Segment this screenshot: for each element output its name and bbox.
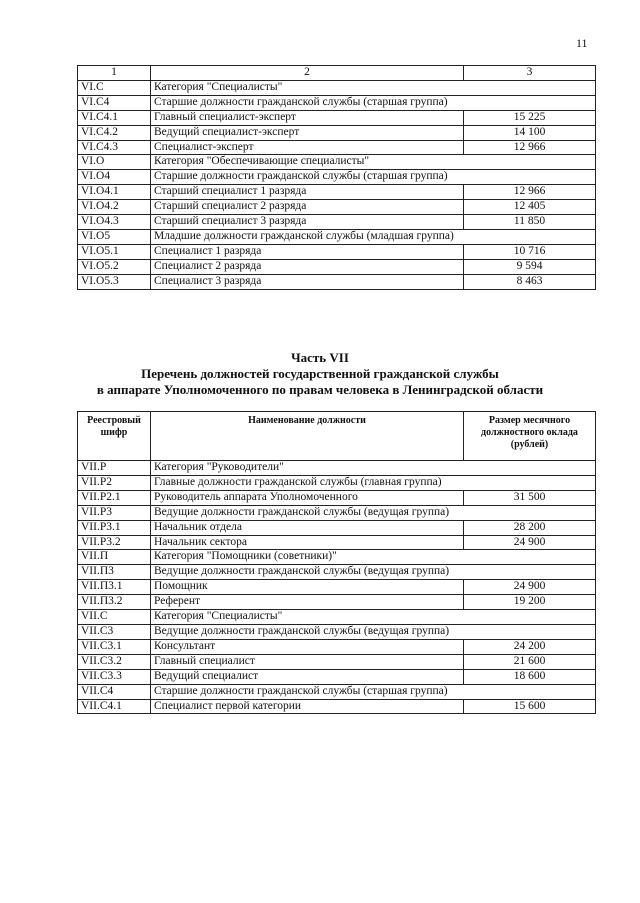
table-row (78, 565, 596, 580)
position-name: Специалист-эксперт (151, 140, 464, 155)
part-subtitle-line-2: в аппарате Уполномоченного по правам человека в Ленинградской области (96, 382, 544, 397)
header-position-name: Наименование должности (151, 412, 464, 461)
registry-code: VI.C (78, 80, 151, 95)
monthly-salary: 31 500 (464, 490, 596, 505)
position-name: Старшие должности гражданской службы (старшая группа) (151, 95, 596, 110)
monthly-salary: 9 594 (464, 259, 596, 274)
registry-code: VII.P3.1 (78, 520, 151, 535)
position-name: Ведущие должности гражданской службы (ведущая группа) (151, 624, 596, 639)
monthly-salary: 8 463 (464, 274, 596, 289)
registry-code: VI.C4.3 (78, 140, 151, 155)
table-row (78, 475, 596, 490)
table-row (78, 550, 596, 565)
position-name: Специалист 1 разряда (151, 244, 464, 259)
registry-code: VII.C4 (78, 684, 151, 699)
position-name: Ведущий специалист (151, 669, 464, 684)
monthly-salary: 18 600 (464, 669, 596, 684)
table-header-row (78, 412, 596, 461)
position-name: Ведущий специалист-эксперт (151, 125, 464, 140)
registry-code: VII.П3.2 (78, 595, 151, 610)
table-row (78, 110, 596, 125)
table-row (78, 185, 596, 200)
position-name: Ведущие должности гражданской службы (ведущая группа) (151, 565, 596, 580)
registry-code: VI.O4.1 (78, 185, 151, 200)
position-name: Старшие должности гражданской службы (старшая группа) (151, 684, 596, 699)
salary-table-part-vii (77, 411, 596, 714)
position-name: Специалист 3 разряда (151, 274, 464, 289)
table-row (78, 610, 596, 625)
table-row (78, 461, 596, 476)
table-row (78, 140, 596, 155)
monthly-salary: 10 716 (464, 244, 596, 259)
registry-code: VI.C4.2 (78, 125, 151, 140)
table-row (78, 274, 596, 289)
page-number: 11 (576, 36, 588, 50)
table-row (78, 95, 596, 110)
monthly-salary: 15 600 (464, 699, 596, 714)
position-name: Специалист 2 разряда (151, 259, 464, 274)
monthly-salary: 28 200 (464, 520, 596, 535)
table-row (78, 654, 596, 669)
position-name: Начальник сектора (151, 535, 464, 550)
registry-code: VII.C4.1 (78, 699, 151, 714)
position-name: Начальник отдела (151, 520, 464, 535)
registry-code: VI.O5 (78, 229, 151, 244)
monthly-salary: 12 966 (464, 185, 596, 200)
table-row (78, 580, 596, 595)
column-number-2: 2 (151, 66, 464, 81)
header-registry-code: Реестровый шифр (78, 412, 151, 461)
column-number-1: 1 (78, 66, 151, 81)
monthly-salary: 21 600 (464, 654, 596, 669)
table-row (78, 200, 596, 215)
registry-code: VI.O5.3 (78, 274, 151, 289)
position-name: Старший специалист 1 разряда (151, 185, 464, 200)
table-row (78, 520, 596, 535)
registry-code: VI.O4.2 (78, 200, 151, 215)
position-name: Категория "Помощники (советники)" (151, 550, 596, 565)
table-row (78, 505, 596, 520)
registry-code: VII.C3.1 (78, 639, 151, 654)
position-name: Старшие должности гражданской службы (старшая группа) (151, 170, 596, 185)
position-name: Старший специалист 3 разряда (151, 215, 464, 230)
position-name: Ведущие должности гражданской службы (ведущая группа) (151, 505, 596, 520)
position-name: Младшие должности гражданской службы (младшая группа) (151, 229, 596, 244)
position-name: Старший специалист 2 разряда (151, 200, 464, 215)
registry-code: VII.П (78, 550, 151, 565)
registry-code: VII.C3.2 (78, 654, 151, 669)
table-row (78, 595, 596, 610)
registry-code: VII.P3.2 (78, 535, 151, 550)
registry-code: VII.П3.1 (78, 580, 151, 595)
position-name: Помощник (151, 580, 464, 595)
registry-code: VI.O5.2 (78, 259, 151, 274)
position-name: Категория "Специалисты" (151, 610, 596, 625)
table-header-row (78, 66, 596, 81)
monthly-salary: 24 900 (464, 580, 596, 595)
registry-code: VI.O (78, 155, 151, 170)
table-row (78, 535, 596, 550)
position-name: Главные должности гражданской службы (главная группа) (151, 475, 596, 490)
registry-code: VI.O5.1 (78, 244, 151, 259)
registry-code: VII.C3 (78, 624, 151, 639)
table-row (78, 259, 596, 274)
monthly-salary: 19 200 (464, 595, 596, 610)
monthly-salary: 24 900 (464, 535, 596, 550)
table-row (78, 215, 596, 230)
part-title: Часть VII (291, 350, 349, 365)
registry-code: VI.C4 (78, 95, 151, 110)
registry-code: VII.П3 (78, 565, 151, 580)
table-row (78, 155, 596, 170)
table-row (78, 125, 596, 140)
table-row (78, 699, 596, 714)
registry-code: VII.C3.3 (78, 669, 151, 684)
table-row (78, 684, 596, 699)
monthly-salary: 12 966 (464, 140, 596, 155)
registry-code: VII.P (78, 461, 151, 476)
part-subtitle-line-1: Перечень должностей государственной гражданской службы (141, 366, 499, 381)
table-row (78, 229, 596, 244)
position-name: Референт (151, 595, 464, 610)
column-number-3: 3 (464, 66, 596, 81)
position-name: Категория "Специалисты" (151, 80, 596, 95)
monthly-salary: 24 200 (464, 639, 596, 654)
table-row (78, 490, 596, 505)
table-row (78, 669, 596, 684)
position-name: Категория "Обеспечивающие специалисты" (151, 155, 596, 170)
position-name: Главный специалист-эксперт (151, 110, 464, 125)
position-name: Специалист первой категории (151, 699, 464, 714)
header-monthly-salary: Размер месячного должностного оклада (рублей) (464, 412, 596, 461)
position-name: Руководитель аппарата Уполномоченного (151, 490, 464, 505)
table-row (78, 639, 596, 654)
position-name: Главный специалист (151, 654, 464, 669)
monthly-salary: 15 225 (464, 110, 596, 125)
table-row (78, 624, 596, 639)
registry-code: VII.P2.1 (78, 490, 151, 505)
table-row (78, 244, 596, 259)
registry-code: VII.C (78, 610, 151, 625)
registry-code: VI.C4.1 (78, 110, 151, 125)
registry-code: VII.P3 (78, 505, 151, 520)
registry-code: VI.O4 (78, 170, 151, 185)
monthly-salary: 12 405 (464, 200, 596, 215)
registry-code: VII.P2 (78, 475, 151, 490)
registry-code: VI.O4.3 (78, 215, 151, 230)
monthly-salary: 11 850 (464, 215, 596, 230)
position-name: Категория "Руководители" (151, 461, 596, 476)
salary-table-part-vi (77, 65, 596, 290)
table-row (78, 170, 596, 185)
position-name: Консультант (151, 639, 464, 654)
monthly-salary: 14 100 (464, 125, 596, 140)
table-row (78, 80, 596, 95)
